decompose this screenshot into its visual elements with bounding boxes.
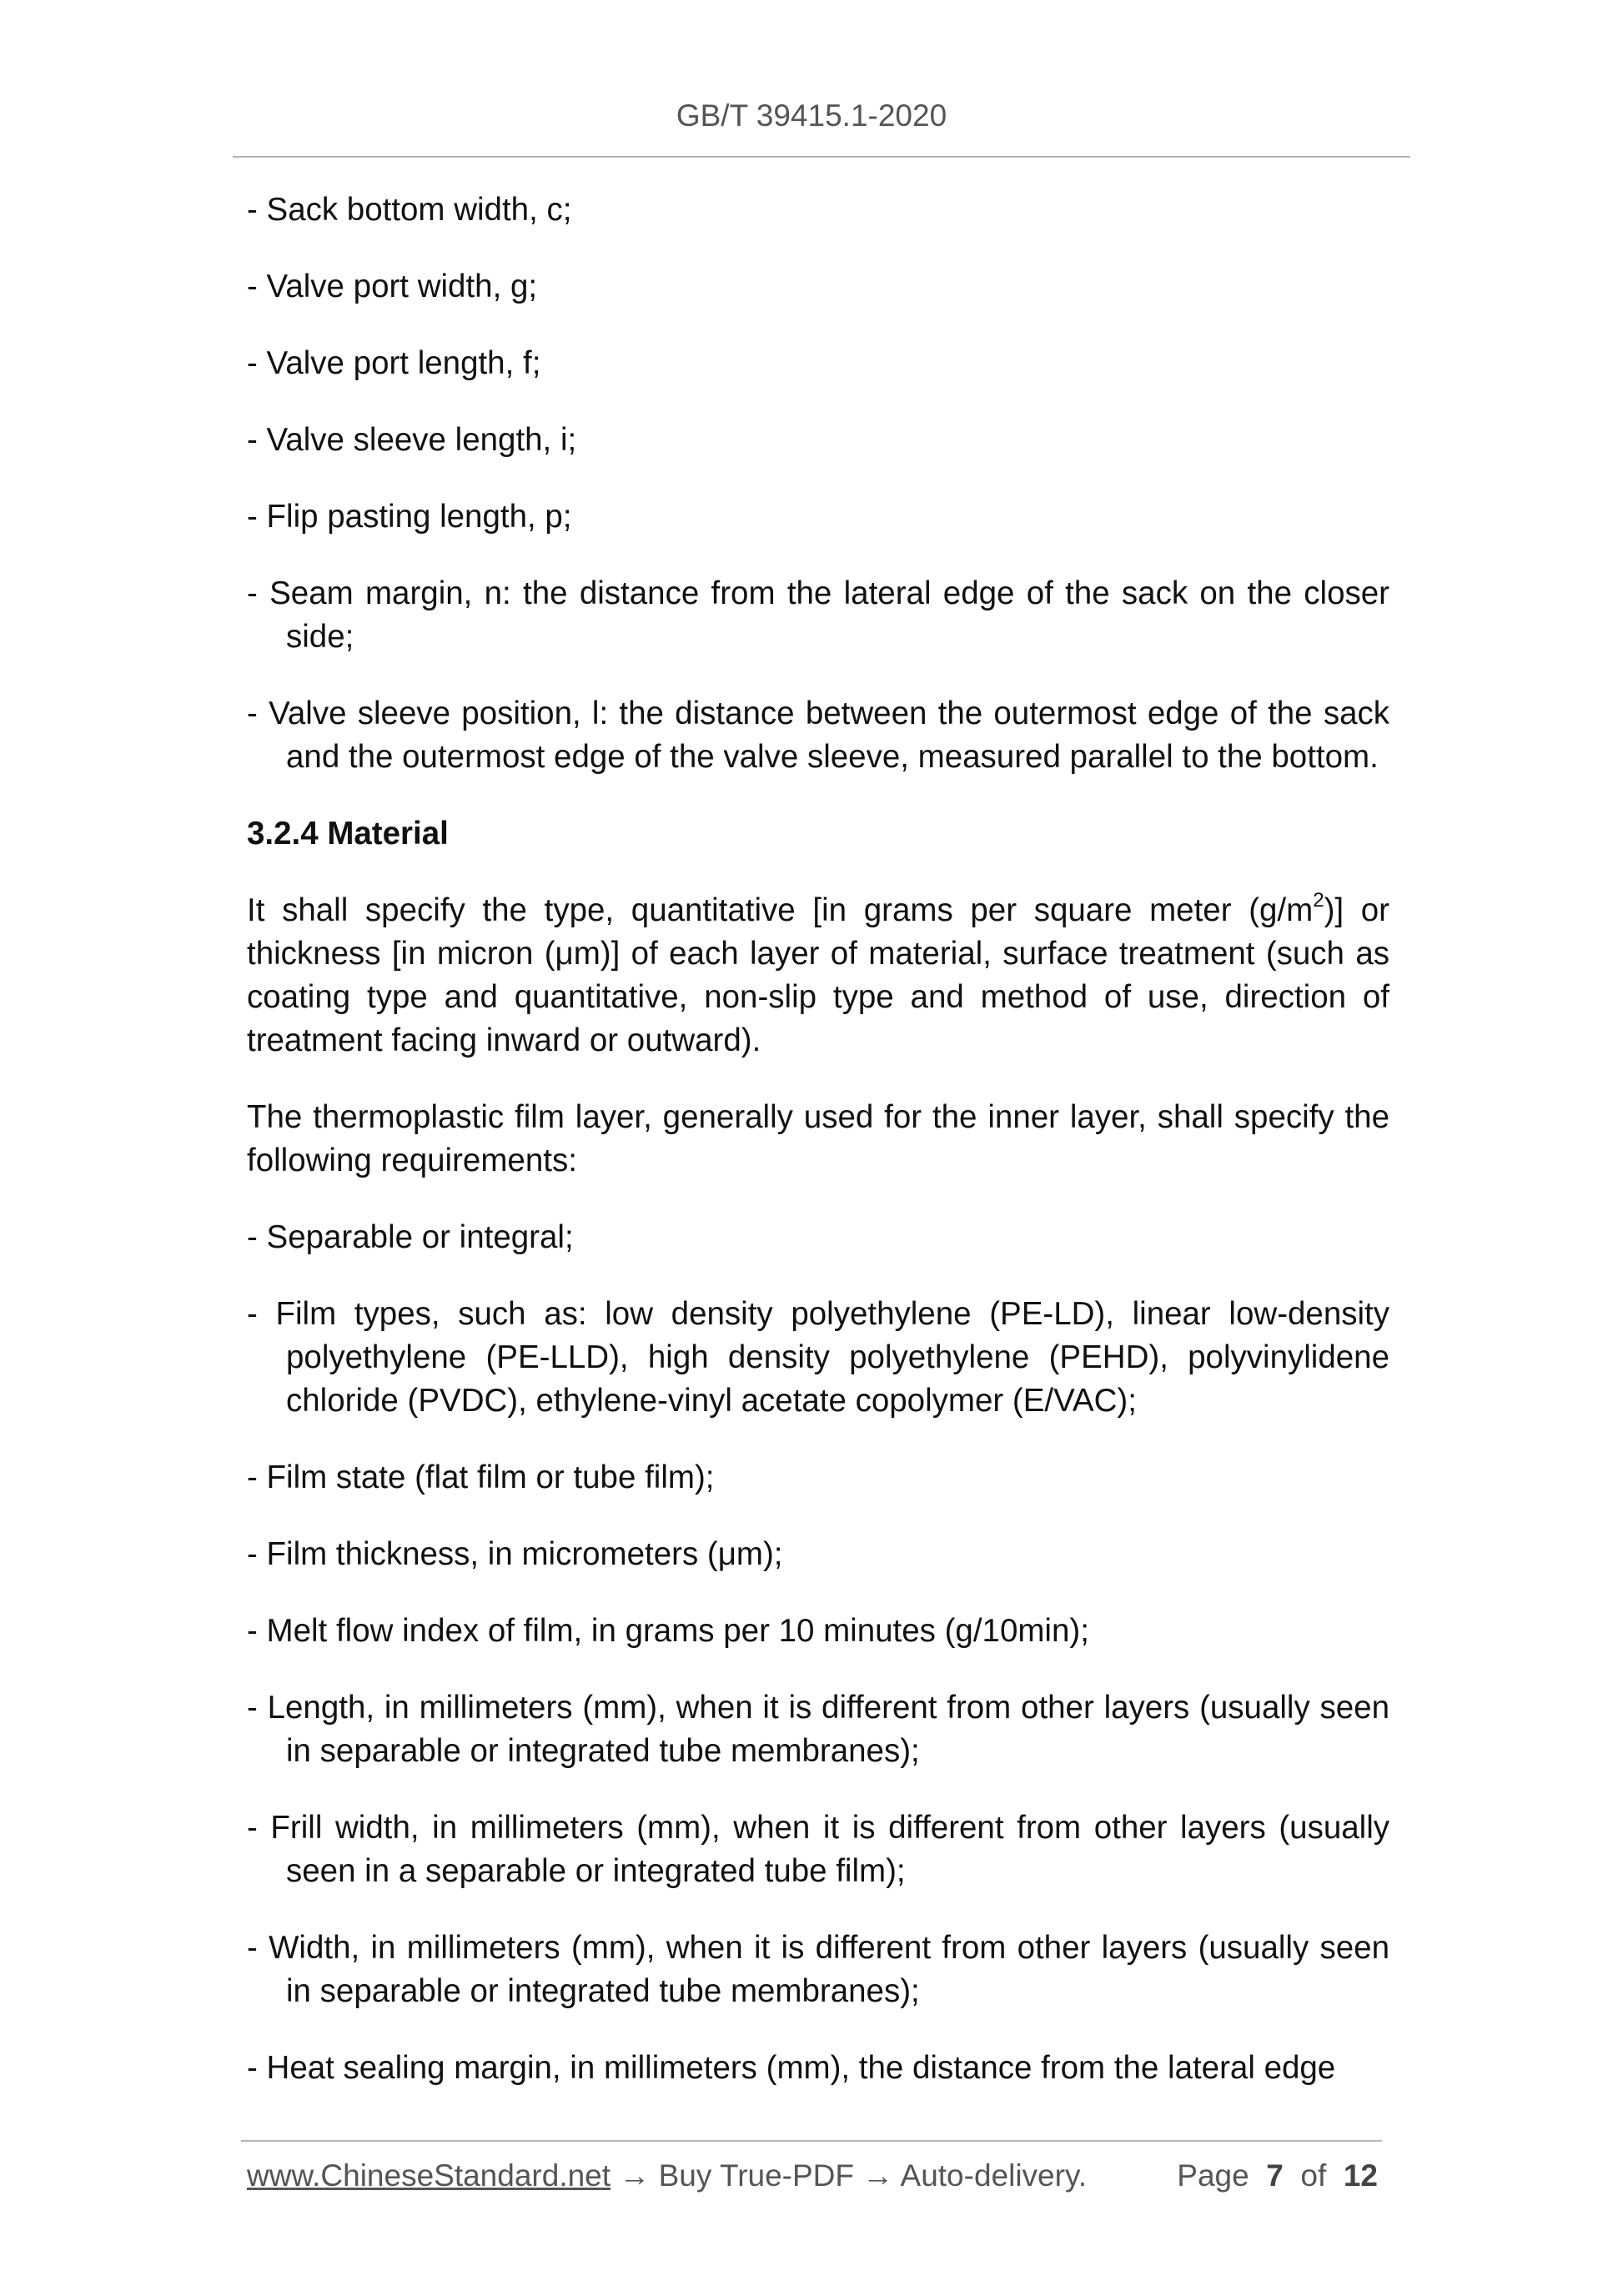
website-link[interactable]: www.ChineseStandard.net [247, 2158, 611, 2193]
list-item: - Valve port width, g; [247, 269, 538, 304]
list-item: - Valve port length, f; [247, 345, 541, 381]
paragraph-film-layer: The thermoplastic film layer, generally used for the inner layer, shall specify the following requirements: [247, 1099, 1389, 1178]
list-item: - Seam margin, n: the distance from the lateral edge of the sack on the closer side; [247, 575, 1389, 655]
list-item: - Film thickness, in micrometers (μm); [247, 1536, 783, 1572]
page-label: Page [1177, 2158, 1249, 2193]
paragraph-material-spec [247, 889, 1389, 1063]
list-item: - Sack bottom width, c; [247, 192, 572, 228]
header-divider [233, 156, 1410, 158]
list-item: - Valve sleeve position, l: the distance between the outermost edge of the sack and the outermost edge of the valve sleeve, measured parallel to the bottom. [247, 696, 1389, 775]
list-item: - Heat sealing margin, in millimeters (mm), the distance from the lateral edge [247, 2050, 1336, 2086]
list-item: - Film state (flat film or tube film); [247, 1459, 715, 1495]
list-item: - Film types, such as: low density polyethylene (PE-LD), linear low-density polyethylene (PE-LLD), high density polyethylene (PEHD), polyvinylidene chloride (PVDC), ethylene-vinyl acetate copolymer (E/VAC); [247, 1296, 1389, 1419]
paragraph-text: )] or thickness [in micron (μm)] of each layer of material, surface treatment (such as coating type and quantitative, non-slip type and method of use, direction of treatment facing inward or outward). [247, 892, 1389, 1058]
of-label: of [1300, 2158, 1327, 2193]
section-heading: 3.2.4 Material [247, 816, 449, 852]
list-item: - Flip pasting length, p; [247, 499, 572, 535]
list-item: - Length, in millimeters (mm), when it is different from other layers (usually seen in separable or integrated tube membranes); [247, 1690, 1389, 1769]
superscript: 2 [1313, 889, 1324, 912]
list-item: - Melt flow index of film, in grams per 10 minutes (g/10min); [247, 1613, 1089, 1649]
list-item: - Frill width, in millimeters (mm), when it is different from other layers (usually seen in a separable or integrated tube film); [247, 1810, 1389, 1889]
footer-divider [241, 2140, 1382, 2142]
list-item: - Valve sleeve length, i; [247, 422, 577, 458]
page-indicator [1177, 2158, 1378, 2193]
footer-promo [247, 2158, 1087, 2193]
current-page-number: 7 [1266, 2158, 1284, 2193]
list-item: - Width, in millimeters (mm), when it is different from other layers (usually seen in separable or integrated tube membranes); [247, 1930, 1389, 2009]
total-pages: 12 [1343, 2158, 1378, 2193]
document-body [247, 188, 1389, 2123]
paragraph-text: It shall specify the type, quantitative [in grams per square meter (g/m [247, 892, 1314, 928]
list-item: - Separable or integral; [247, 1219, 574, 1255]
page-header-title: GB/T 39415.1-2020 [676, 98, 947, 133]
footer-tagline: → Buy True-PDF → Auto-delivery. [611, 2158, 1087, 2193]
